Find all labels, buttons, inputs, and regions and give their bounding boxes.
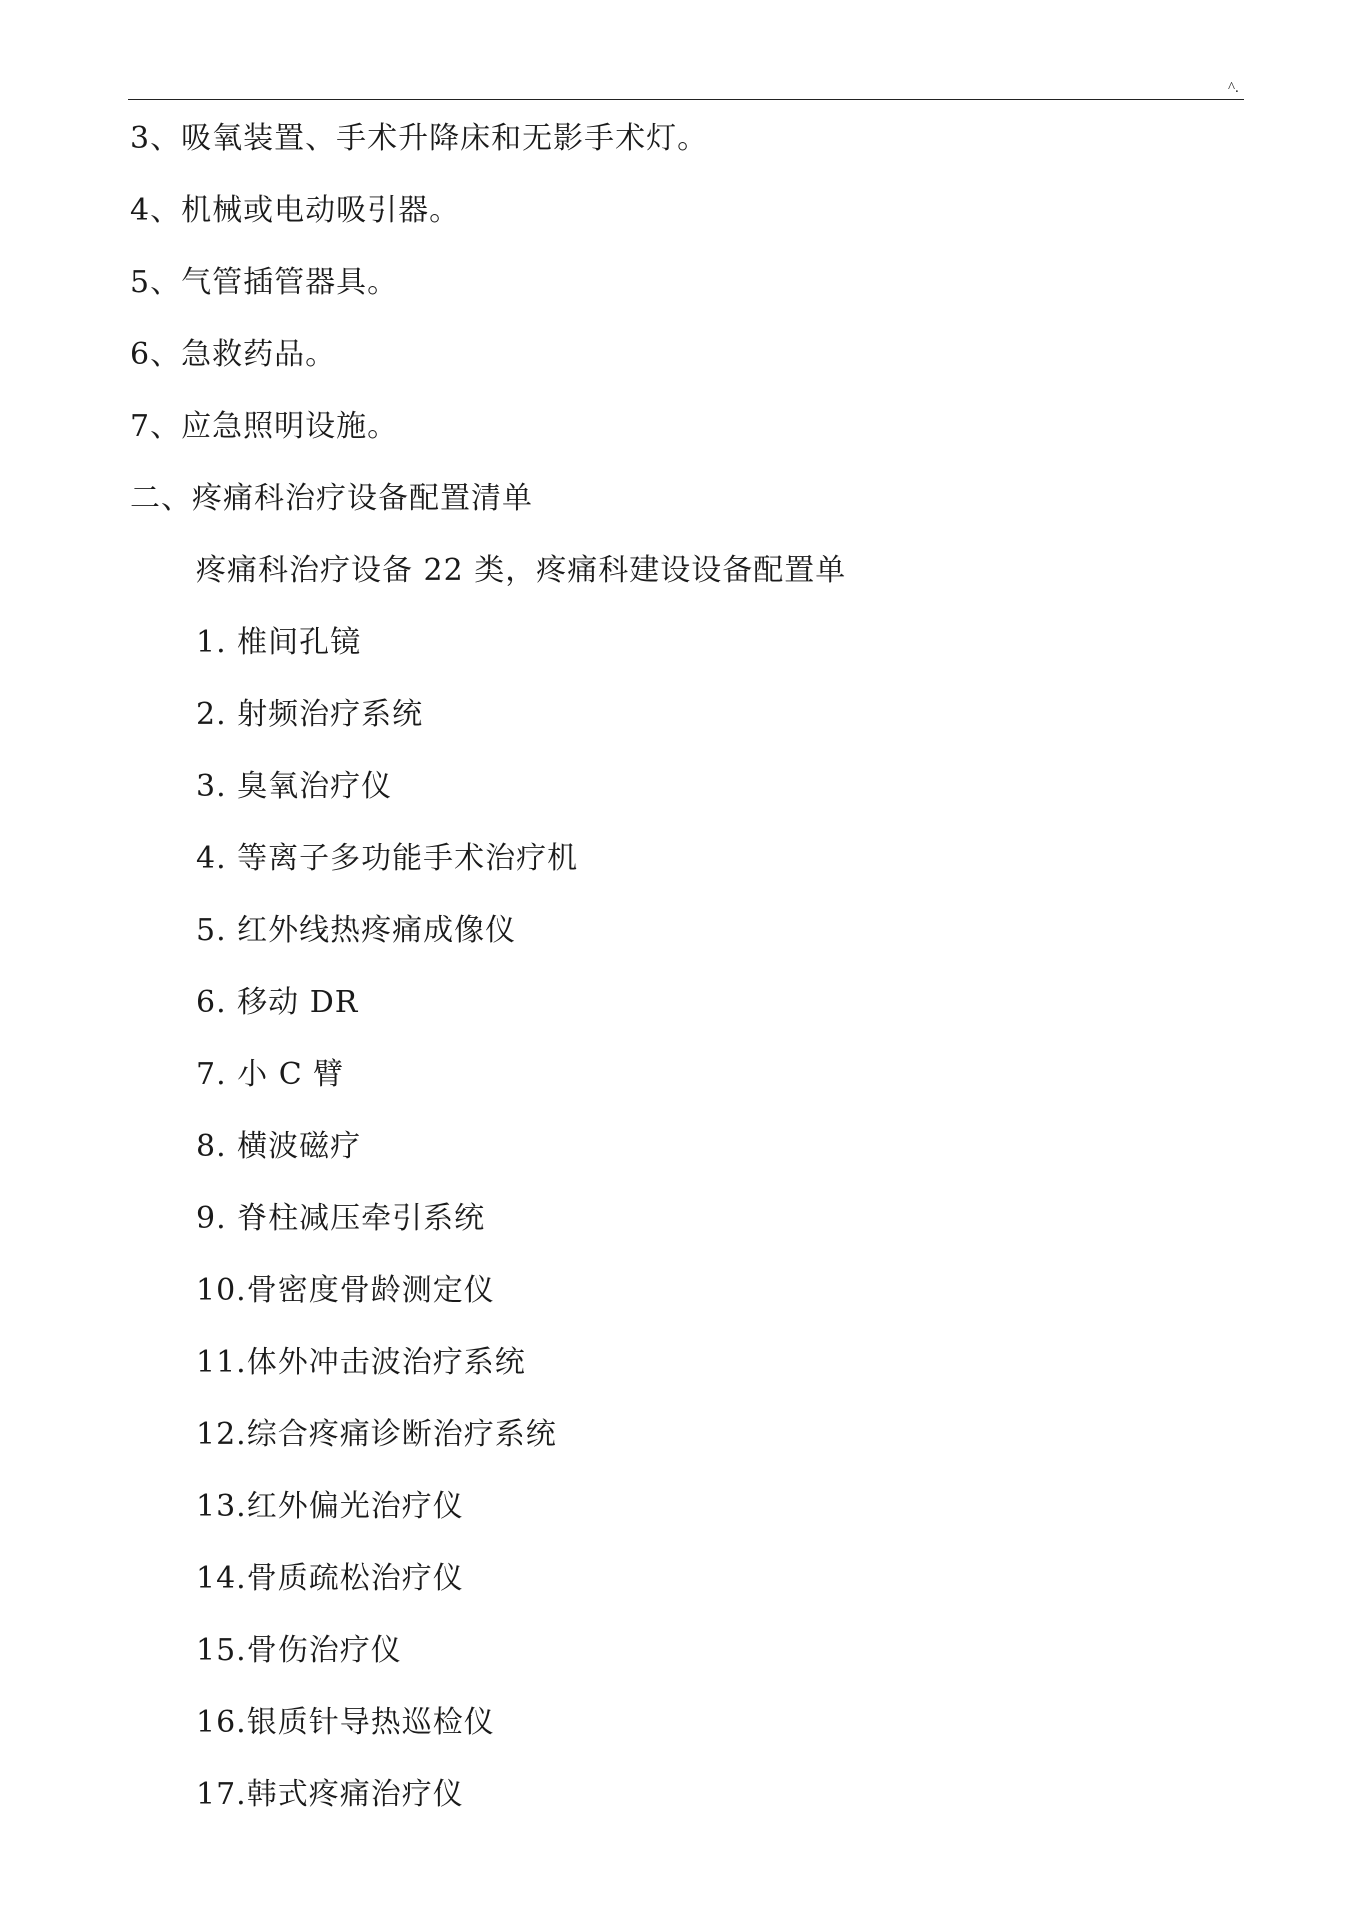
list-item: 3、吸氧装置、手术升降床和无影手术灯。 [130,121,709,156]
equipment-item: 17.韩式疼痛治疗仪 [196,1777,464,1812]
equipment-item: 15.骨伤治疗仪 [196,1633,402,1668]
equipment-item: 11.体外冲击波治疗系统 [196,1345,526,1380]
equipment-item: 8. 横波磁疗 [196,1129,362,1164]
equipment-item: 7. 小 C 臂 [196,1057,345,1092]
equipment-item: 16.银质针导热巡检仪 [196,1705,495,1740]
equipment-item: 5. 红外线热疼痛成像仪 [196,913,517,948]
equipment-item: 10.骨密度骨龄测定仪 [196,1273,495,1308]
equipment-item: 3. 臭氧治疗仪 [196,769,393,804]
header-mark: ^. [1228,80,1239,96]
equipment-item: 14.骨质疏松治疗仪 [196,1561,464,1596]
equipment-item: 9. 脊柱减压牵引系统 [196,1201,486,1236]
section-intro: 疼痛科治疗设备 22 类，疼痛科建设设备配置单 [196,553,847,588]
equipment-item: 4. 等离子多功能手术治疗机 [196,841,579,876]
list-item: 4、机械或电动吸引器。 [130,193,461,228]
list-item: 6、急救药品。 [130,337,337,372]
list-item: 7、应急照明设施。 [130,409,399,444]
equipment-item: 2. 射频治疗系统 [196,697,424,732]
equipment-item: 13.红外偏光治疗仪 [196,1489,464,1524]
list-item: 5、气管插管器具。 [130,265,399,300]
equipment-item: 6. 移动 DR [196,985,359,1020]
header-rule [128,99,1244,100]
equipment-item: 1. 椎间孔镜 [196,625,362,660]
section-heading: 二、疼痛科治疗设备配置清单 [130,481,533,516]
equipment-item: 12.综合疼痛诊断治疗系统 [196,1417,557,1452]
